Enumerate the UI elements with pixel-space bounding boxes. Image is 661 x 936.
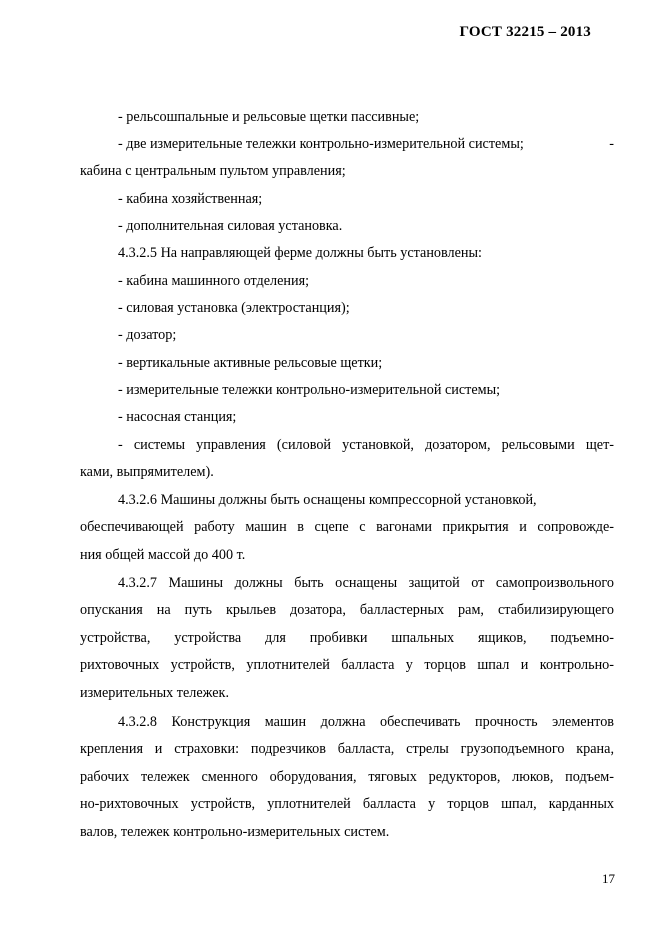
text-line: крепления и страховки: подрезчиков балласта, стрелы грузоподъемного крана, [80,741,614,757]
text-line: обеспечивающей работу машин в сцепе с вагонами прикрытия и сопровожде- [80,519,614,535]
text-line: кабина с центральным пультом управления; [80,163,346,179]
text-line: рихтовочных устройств, уплотнителей балласта у торцов шпал и контрольно- [80,657,614,673]
text-line: опускания на путь крыльев дозатора, балластерных рам, стабилизирующего [80,602,614,618]
text-line: - кабина машинного отделения; [118,273,310,289]
document-code-header: ГОСТ 32215 – 2013 [459,24,591,40]
text-line: - силовая установка (электростанция); [118,300,350,316]
text-line: ками, выпрямителем). [80,464,214,480]
paragraph-heading-4-3-2-5: 4.3.2.5 На направляющей ферме должны быть установлены: [118,245,482,261]
text-line: - вертикальные активные рельсовые щетки; [118,355,383,371]
text-line-part: - [609,136,614,152]
text-line: - дозатор; [118,327,177,343]
text-line: измерительных тележек. [80,685,229,701]
paragraph-4-3-2-8: 4.3.2.8 Конструкция машин должна обеспечивать прочность элементов [118,714,614,730]
text-line [118,133,614,155]
text-line: - измерительные тележки контрольно-измерительной системы; [118,382,501,398]
text-line: - насосная станция; [118,409,237,425]
text-line: - кабина хозяйственная; [118,191,263,207]
text-line: ния общей массой до 400 т. [80,547,246,563]
text-line: валов, тележек контрольно-измерительных систем. [80,824,390,840]
text-line: рабочих тележек сменного оборудования, тяговых редукторов, люков, подъем- [80,769,614,785]
paragraph-4-3-2-6: 4.3.2.6 Машины должны быть оснащены компрессорной установкой, [118,492,537,508]
text-line: - рельсошпальные и рельсовые щетки пассивные; [118,109,420,125]
text-line: устройства, устройства для пробивки шпальных ящиков, подъемно- [80,630,614,646]
text-line: - системы управления (силовой установкой, дозатором, рельсовыми щет- [118,437,614,453]
text-line: но-рихтовочных устройств, уплотнителей балласта у торцов шпал, карданных [80,796,614,812]
text-line: - дополнительная силовая установка. [118,218,343,234]
page-number: 17 [602,871,615,886]
paragraph-4-3-2-7: 4.3.2.7 Машины должны быть оснащены защитой от самопроизвольного [118,575,614,591]
text-line-part: - две измерительные тележки контрольно-измерительной системы; [118,136,524,152]
